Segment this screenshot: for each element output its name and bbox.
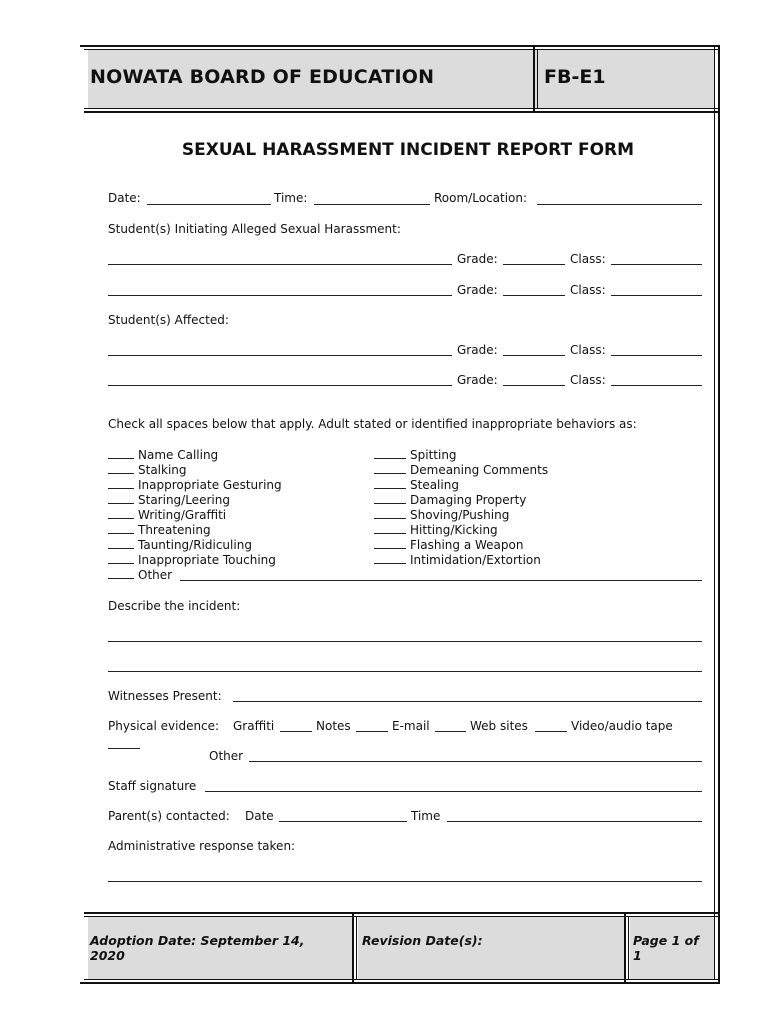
behavior-label: Inappropriate Touching xyxy=(138,553,276,567)
describe-line-2[interactable] xyxy=(108,671,702,672)
behavior-checkbox[interactable] xyxy=(108,537,252,553)
time-field[interactable] xyxy=(314,204,430,205)
room-field[interactable] xyxy=(537,204,702,205)
footer-bottom-rule-inner xyxy=(84,979,718,980)
behavior-checkbox[interactable] xyxy=(374,507,509,523)
initiating-label: Student(s) Initiating Alleged Sexual Harassment: xyxy=(108,222,401,236)
behavior-label: Damaging Property xyxy=(410,493,527,507)
affected-student-1-field[interactable] xyxy=(108,355,452,356)
time-label: Time: xyxy=(274,191,308,205)
other-behavior-checkbox[interactable] xyxy=(108,567,172,583)
affected-student-2-field[interactable] xyxy=(108,385,452,386)
class-label: Class: xyxy=(570,373,606,387)
behavior-label: Flashing a Weapon xyxy=(410,538,524,552)
page-right-border-outer xyxy=(718,113,720,917)
header-right-rule xyxy=(714,47,715,113)
behavior-label: Taunting/Ridiculing xyxy=(138,538,252,552)
parent-time-label: Time xyxy=(411,809,441,823)
evidence-email-blank[interactable] xyxy=(435,731,466,732)
header-right-rule-outer xyxy=(718,45,720,113)
evidence-websites-blank[interactable] xyxy=(535,731,567,732)
header-bottom-rule-2 xyxy=(84,111,718,113)
class-field[interactable] xyxy=(611,355,702,356)
behavior-label: Stealing xyxy=(410,478,459,492)
behavior-label: Stalking xyxy=(138,463,187,477)
evidence-websites-label: Web sites xyxy=(470,719,528,733)
parent-date-label: Date xyxy=(245,809,274,823)
grade-field[interactable] xyxy=(503,264,565,265)
grade-label: Grade: xyxy=(457,283,498,297)
evidence-video-blank[interactable] xyxy=(108,748,140,749)
behavior-label: Intimidation/Extortion xyxy=(410,553,541,567)
class-label: Class: xyxy=(570,283,606,297)
grade-field[interactable] xyxy=(503,385,565,386)
initiating-student-2-field[interactable] xyxy=(108,295,452,296)
footer-right-rule-outer xyxy=(718,912,720,984)
behavior-checkbox[interactable] xyxy=(108,477,282,493)
revision-dates: Revision Date(s): xyxy=(362,933,483,948)
behavior-label: Name Calling xyxy=(138,448,219,462)
evidence-notes-blank[interactable] xyxy=(356,731,388,732)
grade-label: Grade: xyxy=(457,343,498,357)
witnesses-field[interactable] xyxy=(233,701,702,702)
behavior-label: Writing/Graffiti xyxy=(138,508,227,522)
form-code: FB-E1 xyxy=(544,66,606,88)
evidence-video-label: Video/audio tape xyxy=(571,719,673,733)
date-label: Date: xyxy=(108,191,141,205)
describe-line-1[interactable] xyxy=(108,641,702,642)
behavior-label: Shoving/Pushing xyxy=(410,508,510,522)
room-label: Room/Location: xyxy=(434,191,528,205)
parent-contacted-label: Parent(s) contacted: xyxy=(108,809,230,823)
behavior-label: Staring/Leering xyxy=(138,493,230,507)
behavior-checkbox[interactable] xyxy=(108,492,230,508)
behavior-label: Inappropriate Gesturing xyxy=(138,478,282,492)
form-title: SEXUAL HARASSMENT INCIDENT REPORT FORM xyxy=(181,140,635,160)
staff-signature-label: Staff signature xyxy=(108,779,197,793)
check-instructions: Check all spaces below that apply. Adult stated or identified inappropriate behaviors as: xyxy=(108,417,637,431)
footer-bottom-rule xyxy=(80,982,720,984)
behavior-checkbox[interactable] xyxy=(374,537,523,553)
grade-label: Grade: xyxy=(457,252,498,266)
grade-field[interactable] xyxy=(503,295,565,296)
class-field[interactable] xyxy=(611,295,702,296)
behavior-checkbox[interactable] xyxy=(108,522,211,538)
admin-response-field[interactable] xyxy=(108,881,702,882)
page-number xyxy=(633,933,699,963)
footer-divider-2 xyxy=(624,914,626,982)
behavior-checkbox[interactable] xyxy=(374,477,459,493)
grade-field[interactable] xyxy=(503,355,565,356)
footer-divider-1-inner xyxy=(356,916,357,980)
evidence-graffiti-blank[interactable] xyxy=(280,731,312,732)
footer-revision-cell xyxy=(358,917,624,979)
behavior-label: Hitting/Kicking xyxy=(410,523,498,537)
behavior-label: Threatening xyxy=(138,523,211,537)
class-field[interactable] xyxy=(611,264,702,265)
evidence-other-label: Other xyxy=(209,749,244,763)
footer-right-rule xyxy=(714,914,715,980)
adoption-date-line-1: Adoption Date: September 14, xyxy=(90,933,305,948)
parent-date-field[interactable] xyxy=(279,821,407,822)
header-divider xyxy=(533,47,535,111)
header-top-rule xyxy=(80,45,720,47)
header-top-rule-inner xyxy=(84,49,718,50)
initiating-student-1-field[interactable] xyxy=(108,264,452,265)
other-label: Other xyxy=(138,568,173,582)
parent-time-field[interactable] xyxy=(447,821,702,822)
footer-divider-2-inner xyxy=(628,916,629,980)
footer-top-rule-inner xyxy=(84,916,718,917)
behavior-label: Spitting xyxy=(410,448,457,462)
page-right-border xyxy=(714,113,715,917)
behavior-checkbox[interactable] xyxy=(108,507,226,523)
evidence-other-field[interactable] xyxy=(249,761,702,762)
affected-label: Student(s) Affected: xyxy=(108,313,229,327)
behavior-checkbox[interactable] xyxy=(374,462,548,478)
behavior-checkbox[interactable] xyxy=(108,552,276,568)
evidence-graffiti-label: Graffiti xyxy=(233,719,275,733)
class-label: Class: xyxy=(570,343,606,357)
staff-signature-field[interactable] xyxy=(205,791,702,792)
org-title: NOWATA BOARD OF EDUCATION xyxy=(90,66,435,88)
evidence-email-label: E-mail xyxy=(392,719,430,733)
date-field[interactable] xyxy=(147,204,271,205)
behavior-checkbox[interactable] xyxy=(108,462,187,478)
witnesses-label: Witnesses Present: xyxy=(108,689,222,703)
adoption-date-line-2: 2020 xyxy=(90,948,125,963)
other-behavior-field[interactable] xyxy=(180,580,702,581)
footer-divider-1 xyxy=(352,914,354,982)
header-divider-inner xyxy=(537,49,538,109)
grade-label: Grade: xyxy=(457,373,498,387)
admin-response-label: Administrative response taken: xyxy=(108,839,296,853)
behavior-checkbox[interactable] xyxy=(374,552,541,568)
page-number-line-2: 1 xyxy=(633,948,642,963)
adoption-date xyxy=(90,933,304,963)
behavior-checkbox[interactable] xyxy=(374,522,498,538)
class-label: Class: xyxy=(570,252,606,266)
page-number-line-1: Page 1 of xyxy=(633,933,699,948)
behavior-checkbox[interactable] xyxy=(374,447,457,463)
behavior-checkbox[interactable] xyxy=(374,492,526,508)
physical-evidence-label: Physical evidence: xyxy=(108,719,220,733)
evidence-notes-label: Notes xyxy=(316,719,351,733)
describe-label: Describe the incident: xyxy=(108,599,241,613)
header-bottom-rule xyxy=(84,108,718,109)
behavior-label: Demeaning Comments xyxy=(410,463,549,477)
behavior-checkbox[interactable] xyxy=(108,447,218,463)
class-field[interactable] xyxy=(611,385,702,386)
